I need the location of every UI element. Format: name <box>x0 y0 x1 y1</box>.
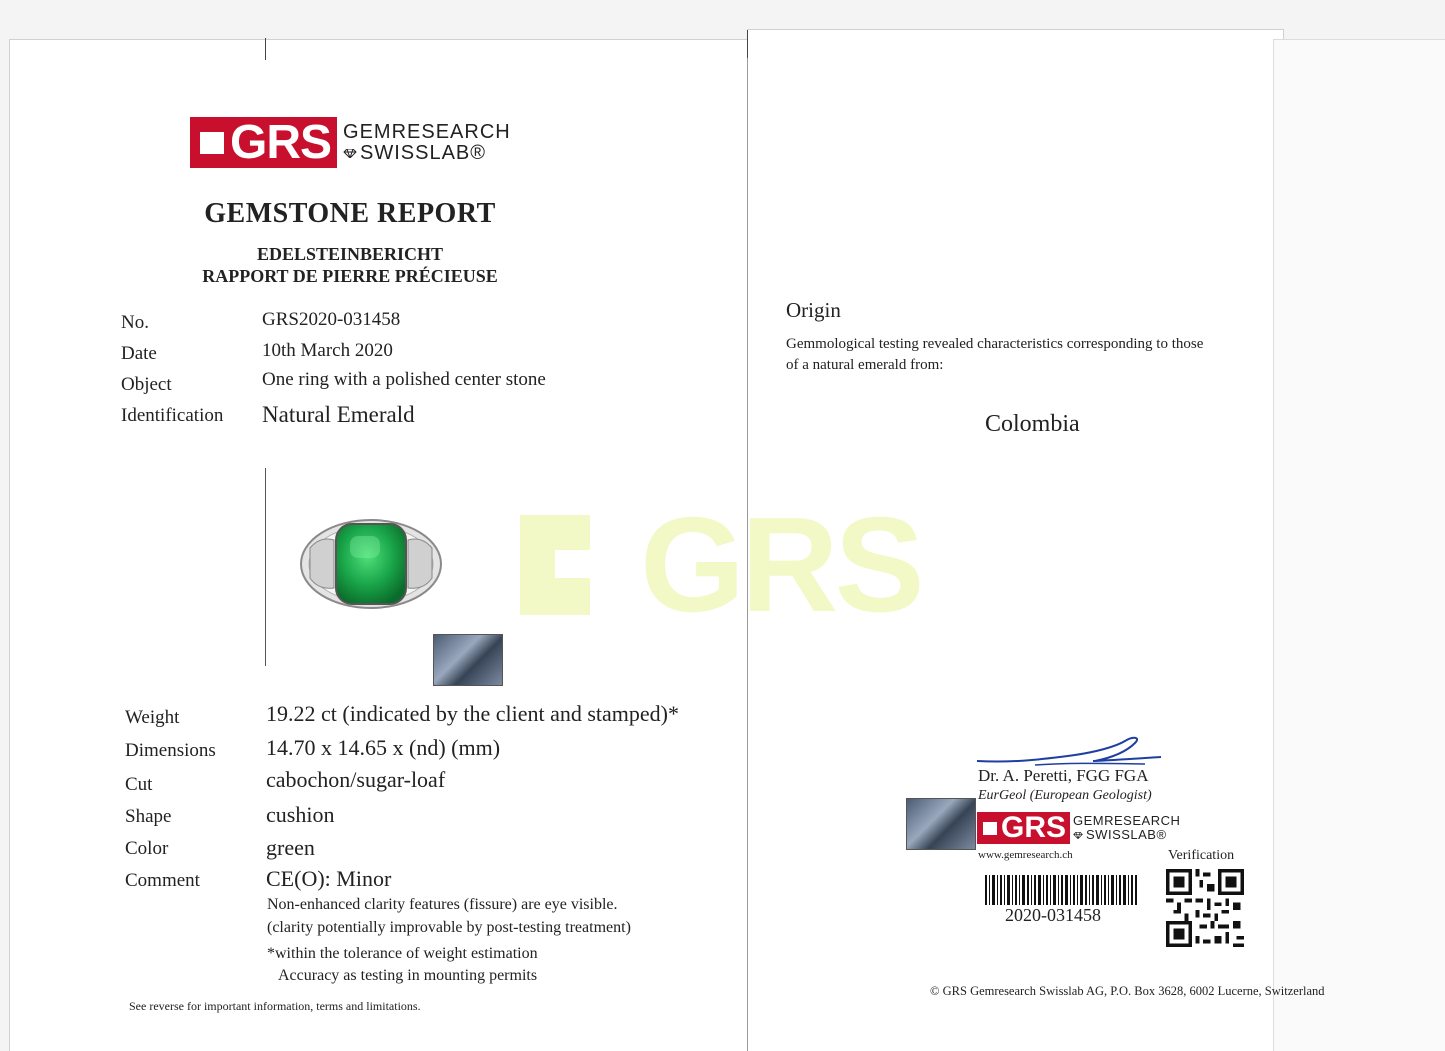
website-link[interactable]: www.gemresearch.ch <box>978 849 1073 861</box>
barcode-image <box>985 875 1137 905</box>
diamond-icon <box>343 149 357 158</box>
grs-logo <box>190 117 511 168</box>
copyright-line: © GRS Gemresearch Swisslab AG, P.O. Box 3628, 6002 Lucerne, Switzerland <box>930 984 1325 998</box>
color-label: Color <box>125 838 169 859</box>
watermark-cross-icon <box>520 515 590 615</box>
shape-label: Shape <box>125 806 172 827</box>
verification-label: Verification <box>1168 848 1235 863</box>
color-value: green <box>266 835 315 860</box>
watermark-text: GRS <box>640 489 921 640</box>
grs-logo-text <box>343 122 511 164</box>
origin-heading: Origin <box>786 298 841 322</box>
no-label: No. <box>121 312 149 333</box>
grs-logo-line2: SWISSLAB® <box>1086 827 1167 842</box>
identification-label: Identification <box>121 405 224 426</box>
emerald-ring-photo <box>300 518 442 610</box>
scan-mark <box>747 30 748 58</box>
cut-value: cabochon/sugar-loaf <box>266 767 446 792</box>
reverse-terms-note: See reverse for important information, terms and limitations. <box>129 999 421 1013</box>
qr-code-image[interactable] <box>1166 869 1244 947</box>
origin-text-line2: of a natural emerald from: <box>786 357 944 373</box>
cut-label: Cut <box>125 774 153 795</box>
grs-logo-letters: GRS <box>1001 811 1067 844</box>
date-label: Date <box>121 343 157 364</box>
origin-value: Colombia <box>985 411 1080 437</box>
no-value: GRS2020-031458 <box>262 309 401 330</box>
scan-mark <box>265 38 266 60</box>
signer-name: Dr. A. Peretti, FGG FGA <box>978 766 1149 785</box>
origin-text-line1: Gemmological testing revealed characteristics corresponding to those <box>786 336 1204 352</box>
grs-logo-mark <box>977 812 1070 844</box>
report-subtitle-fr: RAPPORT DE PIERRE PRÉCIEUSE <box>202 266 498 286</box>
grs-logo <box>977 812 1180 844</box>
object-value: One ring with a polished center stone <box>262 369 546 390</box>
grs-logo-line2: SWISSLAB® <box>360 141 487 164</box>
comment-value: CE(O): Minor <box>266 866 392 891</box>
grs-logo-letters: GRS <box>230 116 332 169</box>
weight-footnote: *within the tolerance of weight estimation <box>267 945 538 962</box>
dimensions-value: 14.70 x 14.65 x (nd) (mm) <box>266 735 501 760</box>
barcode-number: 2020-031458 <box>1005 905 1101 925</box>
comment-note-2: (clarity potentially improvable by post-testing treatment) <box>267 919 631 936</box>
report-title: GEMSTONE REPORT <box>204 198 496 229</box>
comment-note-1: Non-enhanced clarity features (fissure) are eye visible. <box>267 896 618 913</box>
comment-label: Comment <box>125 870 200 891</box>
signer-title: EurGeol (European Geologist) <box>978 788 1152 803</box>
report-subtitle-de: EDELSTEINBERICHT <box>256 244 444 264</box>
shape-value: cushion <box>266 802 335 827</box>
object-label: Object <box>121 374 172 395</box>
photo-divider <box>265 468 266 666</box>
diamond-icon <box>1073 832 1083 839</box>
grs-watermark <box>520 489 921 640</box>
accuracy-note: Accuracy as testing in mounting permits <box>278 967 538 984</box>
weight-label: Weight <box>125 707 180 728</box>
hologram-sticker <box>433 634 503 686</box>
dimensions-label: Dimensions <box>125 740 216 761</box>
grs-logo-mark <box>190 117 337 168</box>
swiss-cross-icon <box>983 822 997 835</box>
report-back-sheet <box>1274 40 1445 1051</box>
grs-logo-line1: GEMRESEARCH <box>343 120 511 143</box>
grs-logo-text <box>1073 814 1180 841</box>
date-value: 10th March 2020 <box>262 340 393 361</box>
grs-logo-line1: GEMRESEARCH <box>1073 813 1181 829</box>
identification-value: Natural Emerald <box>262 402 415 427</box>
weight-value: 19.22 ct (indicated by the client and stamped)* <box>266 701 679 726</box>
swiss-cross-icon <box>200 132 224 154</box>
hologram-sticker <box>906 798 976 850</box>
